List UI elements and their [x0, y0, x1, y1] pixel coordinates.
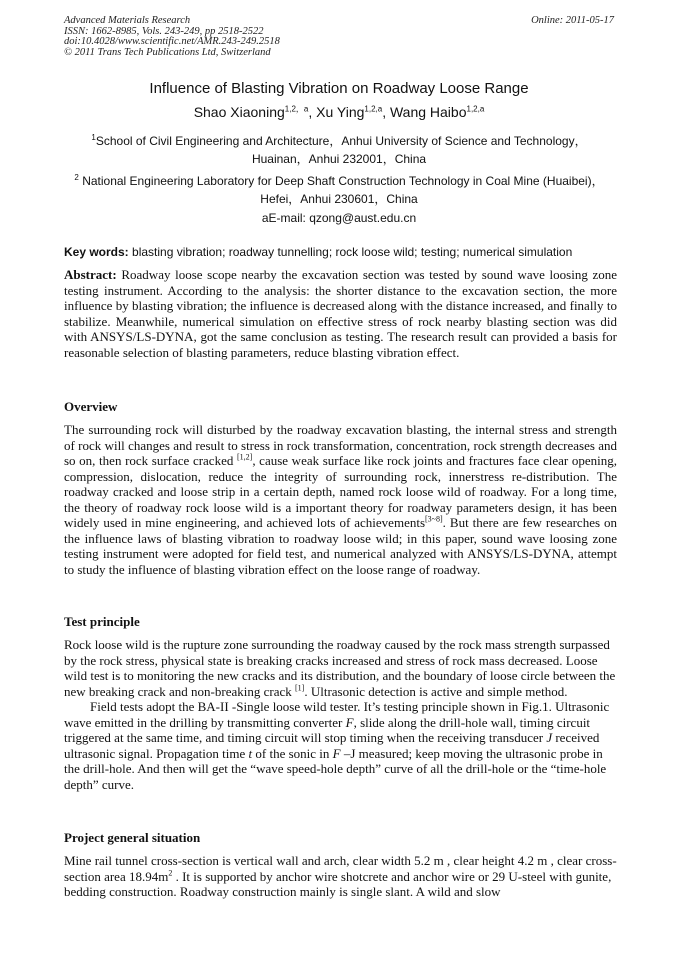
paragraph-text: of the sonic in: [252, 745, 333, 761]
test-principle-text: [64, 637, 617, 792]
affiliation-text: Hefei，Anhui 230601，China: [260, 192, 418, 206]
abstract-text: Roadway loose scope nearby the excavation section was tested by sound wave loosing zone testing instrument. According to the analysis: the shorter distance to the excavation section, the more influence by blasting vibration; the influence is decreased along with the distance increased, and finally to stabilize. Meanwhile, numerical simulation on effective stress of rock nearby blasting section was did with ANSYS/LS-DYNA, got the same conclusion as testing. The research result can provided a basis for reasonable selection of blasting parameters, reduce blasting vibration effect.: [64, 267, 617, 360]
paragraph-text: . But there are few researches on the influence laws of blasting vibration to roadway loose wild; in this paper, sound wave loosing zone testing instrument were adopted for field test, and numerical analyzed with ANSYS/LS-DYNA, attempt to study the influence of blasting vibration effect on the loose range of roadway.: [64, 515, 618, 577]
affiliation-number: 1: [91, 133, 96, 142]
citation[interactable]: [3~8]: [425, 514, 443, 524]
affiliation-text: Huainan，Anhui 232001，China: [251, 152, 427, 166]
section-heading-overview: Overview: [64, 399, 118, 414]
keywords-label: Key words:: [64, 245, 129, 259]
affiliation-2: [60, 172, 618, 208]
author-affiliation-mark: 1,2,a: [364, 104, 383, 114]
online-date: Online: 2011-05-17: [531, 15, 614, 26]
journal-name: Advanced Materials Research: [64, 15, 191, 26]
symbol: F: [332, 745, 341, 761]
section-heading-test-principle: Test principle: [64, 614, 140, 629]
issn-line: ISSN: 1662-8985, Vols. 243-249, pp 2518-2522: [64, 25, 264, 37]
doi-line[interactable]: doi:10.4028/www.scientific.net/AMR.243-249.2518: [64, 36, 280, 47]
paragraph-text: , slide along the drill-hole wall, timing circuit triggered at the same time, and timing circuit will stop timing when the receiving transducer: [64, 714, 591, 745]
copyright-line: © 2011 Trans Tech Publications Ltd, Switzerland: [64, 46, 271, 58]
paragraph-text: Field tests adopt the BA-II -Single loose wild tester. It’s testing principle shown in Fig.1. Ultrasonic wave emitted in the drilling by transmitting converter: [64, 699, 610, 730]
paragraph: [64, 637, 615, 699]
citation[interactable]: [1,2]: [236, 452, 253, 462]
citation[interactable]: [1]: [295, 683, 305, 693]
paragraph: [64, 699, 617, 792]
abstract: [64, 267, 617, 360]
author-name: Shao Xiaoning: [193, 104, 285, 120]
paragraph-text: , cause weak surface like rock joints and fractures face clear opening, compression, dislocation, reduce the integrity of surrounding rock, innerstress re-distribution. The roadway cracked and loose strip in a certain depth, named rock loose wild of roadway. For a long time, the theory of roadway rock loose wild is a important theory for roadway parameters design, it has been widely used in mine engineering, and achieved lots of achievements: [64, 453, 617, 530]
project-paragraph: [64, 853, 617, 900]
paragraph-text: –J measured; keep moving the ultrasonic probe in the drill-hole. And then will get the “wave speed-hole depth” curve of all the drill-hole or the “time-hole depth” curve.: [64, 745, 607, 792]
paragraph-text: The surrounding rock will disturbed by the roadway excavation blasting, the internal stress and strength of rock will changes and result to stress in rock transformation, concentration, rock strength decreases and so on, then rock surface cracked: [64, 422, 617, 468]
symbol: t: [248, 745, 253, 761]
keywords-text: blasting vibration; roadway tunnelling; rock loose wild; testing; numerical simulation: [132, 245, 573, 259]
symbol: J: [546, 730, 553, 745]
affiliation-number: 2: [74, 173, 79, 182]
symbol: F: [345, 714, 354, 730]
author-name: Xu Ying: [316, 104, 365, 120]
author-list: Shao Xiaoning$^{1,2,a}$, Xu Ying$^{1,2,a}$, Wang Haibo$^{1,2,a}$: [193, 104, 485, 120]
journal-header: [64, 16, 280, 58]
keywords: [64, 245, 620, 259]
author-affiliation-mark: 1,2,a: [466, 104, 485, 114]
affiliation-text: School of Civil Engineering and Architecture，Anhui University of Science and Technology，: [95, 134, 587, 148]
paragraph-text: . It is supported by anchor wire shotcrete and anchor wire or 29 U-steel with gunite, bedding construction. Roadway construction mainly is single slant. A wild and slow: [64, 868, 612, 899]
paragraph-text: received ultrasonic signal. Propagation time: [64, 730, 600, 761]
superscript: 2: [168, 868, 173, 878]
section-heading-project: Project general situation: [64, 830, 201, 845]
overview-paragraph: [64, 422, 617, 577]
author-name: Wang Haibo: [389, 104, 467, 120]
paragraph-text: . Ultrasonic detection is active and simple method.: [304, 683, 568, 699]
affiliation-1: [60, 132, 618, 168]
abstract-label: Abstract:: [64, 267, 117, 282]
paper-title: Influence of Blasting Vibration on Roadway Loose Range: [149, 80, 529, 97]
paragraph-text: Mine rail tunnel cross-section is vertical wall and arch, clear width 5.2 m , clear height 4.2 m , clear cross-section area 18.94m: [64, 853, 617, 884]
contact-email[interactable]: aE-mail: qzong@aust.edu.cn: [261, 211, 417, 225]
author-affiliation-mark: 1,2，a: [284, 104, 309, 114]
paragraph-text: Rock loose wild is the rupture zone surrounding the roadway caused by the rock mass strength surpassed by the rock stress, physical state is breaking cracks increased and stress of rock mass decreased. Loose wild test is to monitoring the new cracks and its distribution, and the boundary of loose circle between the new breaking crack and non-breaking crack: [64, 637, 616, 699]
affiliation-text: National Engineering Laboratory for Deep Shaft Construction Technology in Coal Mine (Huaibei)，: [82, 174, 604, 188]
